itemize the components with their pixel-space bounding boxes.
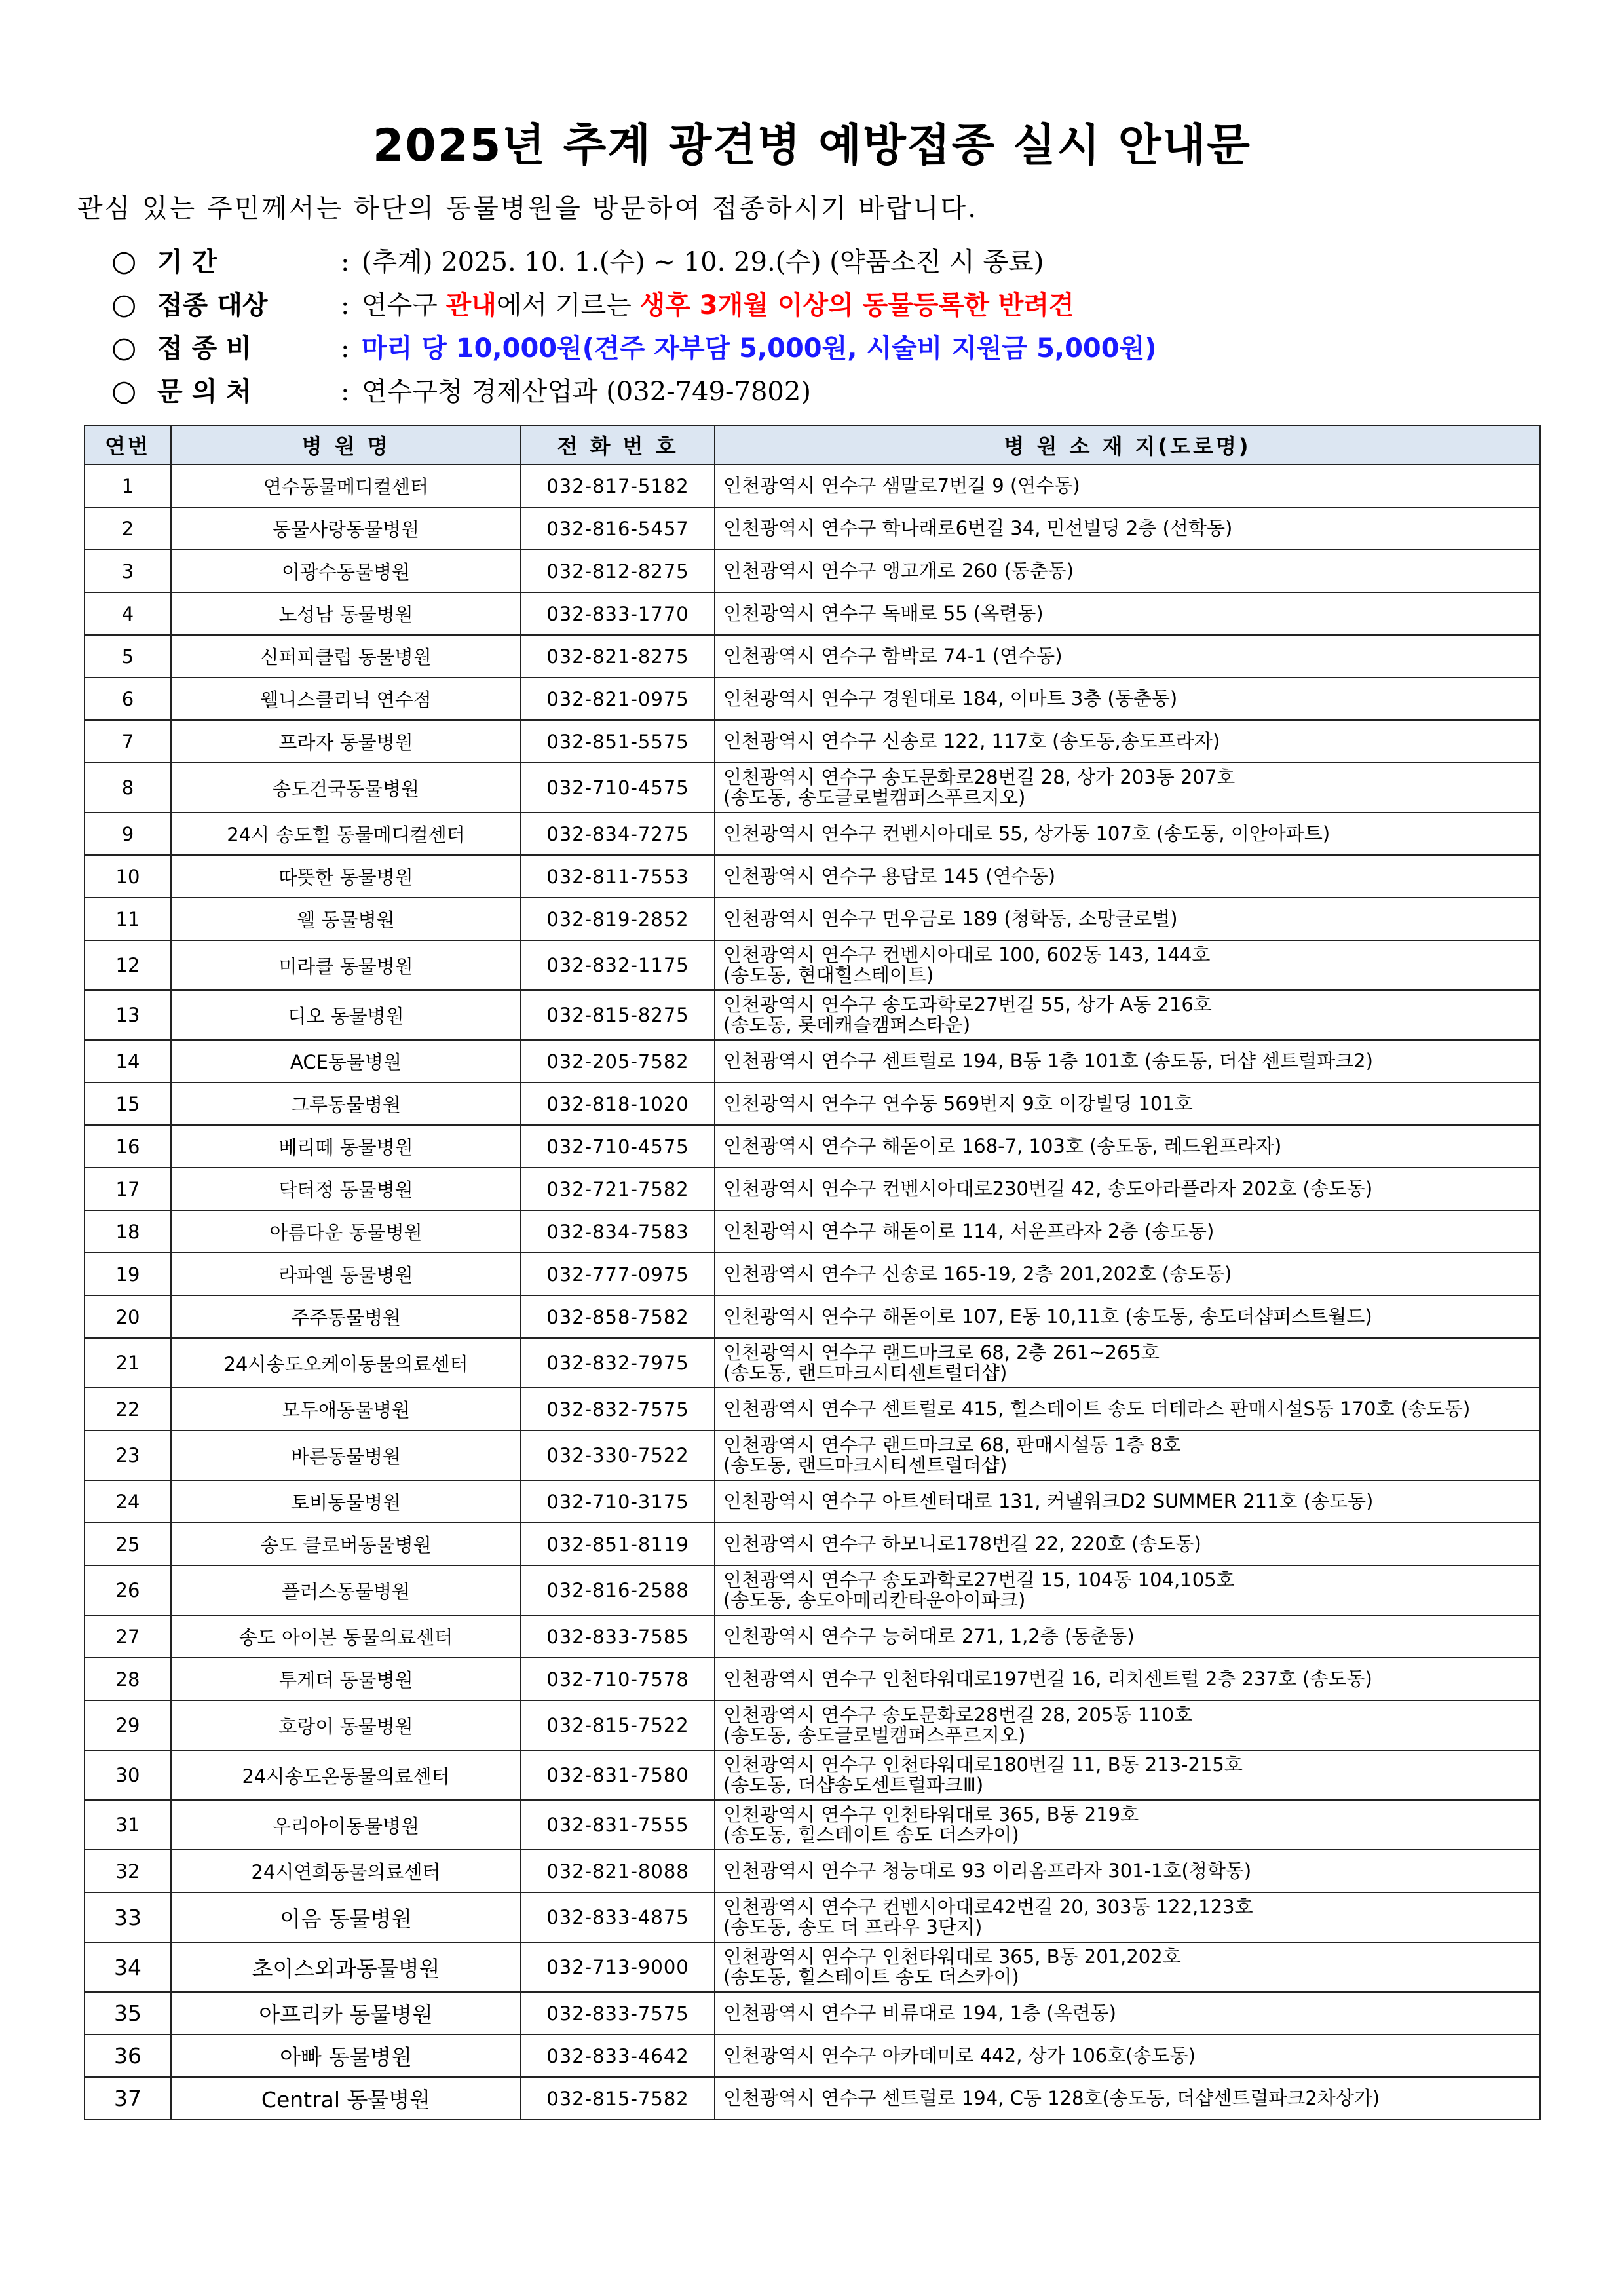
info-value: 연수구청 경제산업과 (032-749-7802) xyxy=(362,377,811,407)
cell-clinic-name: 모두애동물병원 xyxy=(171,1388,521,1430)
cell-phone: 032-812-8275 xyxy=(521,550,715,592)
table-row xyxy=(85,1892,1540,1942)
table-row xyxy=(85,1750,1540,1800)
cell-clinic-name: 아름다운 동물병원 xyxy=(171,1210,521,1253)
cell-no: 7 xyxy=(85,720,171,763)
address-line: 인천광역시 연수구 비류대로 194, 1층 (옥련동) xyxy=(723,2002,1116,2024)
address-line: 인천광역시 연수구 먼우금로 189 (청학동, 소망글로벌) xyxy=(723,908,1178,930)
cell-no: 27 xyxy=(85,1615,171,1658)
table-row xyxy=(85,1942,1540,1992)
cell-no: 21 xyxy=(85,1338,171,1388)
bullet-circle-icon: ○ xyxy=(111,331,137,364)
cell-address xyxy=(715,550,1540,592)
cell-address xyxy=(715,940,1540,990)
cell-clinic-name: 그루동물병원 xyxy=(171,1082,521,1125)
address-line: 인천광역시 연수구 연수동 569번지 9호 이강빌딩 101호 xyxy=(723,1092,1193,1115)
cell-clinic-name: 송도 아이본 동물의료센터 xyxy=(171,1615,521,1658)
cell-address xyxy=(715,855,1540,898)
cell-phone: 032-818-1020 xyxy=(521,1082,715,1125)
cell-address xyxy=(715,1210,1540,1253)
cell-no: 26 xyxy=(85,1565,171,1615)
cell-clinic-name: 노성남 동물병원 xyxy=(171,592,521,635)
info-value: 마리 당 10,000원(견주 자부담 5,000원, 시술비 지원금 5,000원) xyxy=(362,334,1157,364)
document-title: 2025년 추계 광견병 예방접종 실시 안내문 xyxy=(373,120,1251,172)
cell-no: 22 xyxy=(85,1388,171,1430)
cell-no: 19 xyxy=(85,1253,171,1295)
address-line: 인천광역시 연수구 능허대로 271, 1,2층 (동춘동) xyxy=(723,1625,1135,1647)
cell-phone: 032-816-5457 xyxy=(521,507,715,550)
cell-no: 12 xyxy=(85,940,171,990)
cell-address xyxy=(715,1168,1540,1210)
table-row xyxy=(85,1040,1540,1082)
cell-no: 3 xyxy=(85,550,171,592)
cell-no: 37 xyxy=(85,2077,171,2120)
address-line: 인천광역시 연수구 인천타워대로197번길 16, 리치센트럴 2층 237호 (송도동) xyxy=(723,1668,1372,1690)
address-line: 인천광역시 연수구 아트센터대로 131, 커낼워크D2 SUMMER 211호 (송도동) xyxy=(723,1490,1374,1512)
table-row xyxy=(85,1338,1540,1388)
table-row xyxy=(85,1168,1540,1210)
info-label: 기 간 xyxy=(157,247,217,277)
cell-phone: 032-815-7522 xyxy=(521,1700,715,1750)
cell-address xyxy=(715,1523,1540,1565)
address-line: 인천광역시 연수구 컨벤시아대로 55, 상가동 107호 (송도동, 이안아파트) xyxy=(723,822,1331,845)
table-row xyxy=(85,813,1540,855)
cell-address xyxy=(715,813,1540,855)
cell-phone: 032-815-8275 xyxy=(521,990,715,1040)
address-line: 인천광역시 연수구 해돋이로 168-7, 103호 (송도동, 레드윈프라자) xyxy=(723,1135,1282,1157)
cell-clinic-name: 주주동물병원 xyxy=(171,1295,521,1338)
table-row xyxy=(85,1800,1540,1850)
table-row xyxy=(85,550,1540,592)
info-label: 접 종 비 xyxy=(157,334,252,364)
cell-clinic-name: 웰니스클리닉 연수점 xyxy=(171,678,521,720)
address-line: 인천광역시 연수구 아카데미로 442, 상가 106호(송도동) xyxy=(723,2044,1196,2067)
cell-clinic-name: 따뜻한 동물병원 xyxy=(171,855,521,898)
address-line: 인천광역시 연수구 학나래로6번길 34, 민선빌딩 2층 (선학동) xyxy=(723,517,1233,539)
address-line: 인천광역시 연수구 샘말로7번길 9 (연수동) xyxy=(723,474,1080,497)
table-row xyxy=(85,1615,1540,1658)
address-line: 인천광역시 연수구 송도과학로27번길 15, 104동 104,105호 xyxy=(723,1569,1235,1591)
table-row xyxy=(85,855,1540,898)
bullet-circle-icon: ○ xyxy=(111,374,137,408)
cell-phone: 032-713-9000 xyxy=(521,1942,715,1992)
address-line: 인천광역시 연수구 앵고개로 260 (동춘동) xyxy=(723,560,1074,582)
address-line: (송도동, 현대힐스테이트) xyxy=(723,964,934,986)
table-row xyxy=(85,898,1540,940)
cell-address xyxy=(715,592,1540,635)
cell-address xyxy=(715,1658,1540,1700)
cell-no: 33 xyxy=(85,1892,171,1942)
table-row xyxy=(85,678,1540,720)
cell-clinic-name: 24시송도오케이동물의료센터 xyxy=(171,1338,521,1388)
cell-no: 34 xyxy=(85,1942,171,1992)
cell-clinic-name: 송도 클로버동물병원 xyxy=(171,1523,521,1565)
cell-address xyxy=(715,1253,1540,1295)
table-row xyxy=(85,1565,1540,1615)
table-row xyxy=(85,1523,1540,1565)
address-line: 인천광역시 연수구 센트럴로 415, 힐스테이트 송도 더테라스 판매시설S동 170호 (송도동) xyxy=(723,1398,1471,1420)
bullet-circle-icon: ○ xyxy=(111,288,137,321)
address-line: 인천광역시 연수구 송도과학로27번길 55, 상가 A동 216호 xyxy=(723,993,1212,1016)
cell-no: 31 xyxy=(85,1800,171,1850)
cell-no: 35 xyxy=(85,1992,171,2035)
intro-text: 관심 있는 주민께서는 하단의 동물병원을 방문하여 접종하시기 바랍니다. xyxy=(77,193,978,223)
cell-address xyxy=(715,720,1540,763)
cell-phone: 032-330-7522 xyxy=(521,1430,715,1480)
cell-phone: 032-832-1175 xyxy=(521,940,715,990)
cell-address xyxy=(715,1480,1540,1523)
table-row xyxy=(85,592,1540,635)
cell-clinic-name: 신퍼피클럽 동물병원 xyxy=(171,635,521,678)
cell-phone: 032-833-4875 xyxy=(521,1892,715,1942)
address-line: (송도동, 롯데캐슬캠퍼스타운) xyxy=(723,1014,971,1036)
cell-phone: 032-858-7582 xyxy=(521,1295,715,1338)
cell-no: 32 xyxy=(85,1850,171,1892)
cell-phone: 032-821-0975 xyxy=(521,678,715,720)
cell-address xyxy=(715,1850,1540,1892)
cell-address xyxy=(715,1295,1540,1338)
cell-no: 18 xyxy=(85,1210,171,1253)
cell-address xyxy=(715,1338,1540,1388)
header-tel: 전 화 번 호 xyxy=(521,425,715,465)
cell-phone: 032-819-2852 xyxy=(521,898,715,940)
address-line: 인천광역시 연수구 신송로 122, 117호 (송도동,송도프라자) xyxy=(723,730,1220,752)
cell-address xyxy=(715,1800,1540,1850)
cell-no: 4 xyxy=(85,592,171,635)
cell-address xyxy=(715,2035,1540,2077)
address-line: 인천광역시 연수구 센트럴로 194, C동 128호(송도동, 더샵센트럴파크2차상가) xyxy=(723,2087,1380,2109)
cell-clinic-name: 아프리카 동물병원 xyxy=(171,1992,521,2035)
cell-phone: 032-834-7583 xyxy=(521,1210,715,1253)
address-line: 인천광역시 연수구 센트럴로 194, B동 1층 101호 (송도동, 더샵 센트럴파크2) xyxy=(723,1050,1373,1072)
clinic-table xyxy=(84,425,1541,2120)
address-line: 인천광역시 연수구 해돋이로 114, 서운프라자 2층 (송도동) xyxy=(723,1220,1215,1242)
cell-clinic-name: 24시 송도힐 동물메디컬센터 xyxy=(171,813,521,855)
cell-no: 11 xyxy=(85,898,171,940)
cell-clinic-name: 동물사랑동물병원 xyxy=(171,507,521,550)
table-row xyxy=(85,1480,1540,1523)
address-line: (송도동, 송도글로벌캠퍼스푸르지오) xyxy=(723,1724,1026,1746)
table-row xyxy=(85,1082,1540,1125)
cell-address xyxy=(715,1565,1540,1615)
cell-clinic-name: 토비동물병원 xyxy=(171,1480,521,1523)
cell-clinic-name: 우리아이동물병원 xyxy=(171,1800,521,1850)
address-line: 인천광역시 연수구 하모니로178번길 22, 220호 (송도동) xyxy=(723,1533,1201,1555)
address-line: 인천광역시 연수구 송도문화로28번길 28, 205동 110호 xyxy=(723,1704,1193,1726)
table-row xyxy=(85,1253,1540,1295)
cell-no: 13 xyxy=(85,990,171,1040)
cell-phone: 032-817-5182 xyxy=(521,465,715,507)
address-line: 인천광역시 연수구 청능대로 93 이리옴프라자 301-1호(청학동) xyxy=(723,1860,1252,1882)
cell-address xyxy=(715,990,1540,1040)
cell-clinic-name: 24시연희동물의료센터 xyxy=(171,1850,521,1892)
address-line: 인천광역시 연수구 신송로 165-19, 2층 201,202호 (송도동) xyxy=(723,1263,1232,1285)
cell-phone: 032-832-7975 xyxy=(521,1338,715,1388)
address-line: (송도동, 더샵송도센트럴파크Ⅲ) xyxy=(723,1774,984,1796)
cell-address xyxy=(715,1430,1540,1480)
cell-address xyxy=(715,678,1540,720)
cell-phone: 032-777-0975 xyxy=(521,1253,715,1295)
cell-address xyxy=(715,1700,1540,1750)
cell-phone: 032-821-8088 xyxy=(521,1850,715,1892)
table-row xyxy=(85,1430,1540,1480)
info-value: (추계) 2025. 10. 1.(수) ~ 10. 29.(수) (약품소진 시 종료) xyxy=(362,247,1044,277)
table-row xyxy=(85,2035,1540,2077)
cell-address xyxy=(715,898,1540,940)
info-period: ○ 기 간 : (추계) 2025. 10. 1.(수) ~ 10. 29.(수) (약품소진 시 종료) xyxy=(111,241,1585,278)
table-row xyxy=(85,1210,1540,1253)
address-line: 인천광역시 연수구 함박로 74-1 (연수동) xyxy=(723,645,1063,667)
table-row xyxy=(85,940,1540,990)
cell-phone: 032-833-4642 xyxy=(521,2035,715,2077)
cell-address xyxy=(715,763,1540,813)
cell-phone: 032-831-7555 xyxy=(521,1800,715,1850)
cell-phone: 032-833-7575 xyxy=(521,1992,715,2035)
table-row xyxy=(85,1388,1540,1430)
table-row xyxy=(85,1992,1540,2035)
cell-phone: 032-833-7585 xyxy=(521,1615,715,1658)
cell-clinic-name: 투게더 동물병원 xyxy=(171,1658,521,1700)
cell-no: 28 xyxy=(85,1658,171,1700)
address-line: (송도동, 힐스테이트 송도 더스카이) xyxy=(723,1824,1019,1846)
address-line: 인천광역시 연수구 해돋이로 107, E동 10,11호 (송도동, 송도더샵퍼스트월드) xyxy=(723,1305,1372,1328)
cell-address xyxy=(715,1040,1540,1082)
cell-address xyxy=(715,1388,1540,1430)
table-row xyxy=(85,465,1540,507)
address-line: 인천광역시 연수구 랜드마크로 68, 2층 261~265호 xyxy=(723,1341,1160,1364)
cell-phone: 032-811-7553 xyxy=(521,855,715,898)
info-fee: ○ 접 종 비 : 마리 당 10,000원(견주 자부담 5,000원, 시술비 지원금 5,000원) xyxy=(111,328,1585,365)
table-row xyxy=(85,507,1540,550)
cell-clinic-name: 24시송도온동물의료센터 xyxy=(171,1750,521,1800)
cell-phone: 032-710-3175 xyxy=(521,1480,715,1523)
cell-address xyxy=(715,1125,1540,1168)
table-row xyxy=(85,1850,1540,1892)
cell-clinic-name: Central 동물병원 xyxy=(171,2077,521,2120)
cell-clinic-name: 연수동물메디컬센터 xyxy=(171,465,521,507)
cell-address xyxy=(715,2077,1540,2120)
cell-address xyxy=(715,1992,1540,2035)
address-line: 인천광역시 연수구 용담로 145 (연수동) xyxy=(723,865,1056,887)
cell-phone: 032-831-7580 xyxy=(521,1750,715,1800)
cell-no: 24 xyxy=(85,1480,171,1523)
cell-clinic-name: 웰 동물병원 xyxy=(171,898,521,940)
cell-phone: 032-821-8275 xyxy=(521,635,715,678)
cell-address xyxy=(715,1750,1540,1800)
address-line: 인천광역시 연수구 경원대로 184, 이마트 3층 (동춘동) xyxy=(723,687,1178,710)
table-row xyxy=(85,1125,1540,1168)
cell-clinic-name: 초이스외과동물병원 xyxy=(171,1942,521,1992)
header-name: 병 원 명 xyxy=(171,425,521,465)
cell-clinic-name: 바른동물병원 xyxy=(171,1430,521,1480)
info-target: ○ 접종 대상 : 연수구 관내에서 기르는 생후 3개월 이상의 동물등록한 반려견 xyxy=(111,284,1585,322)
address-line: (송도동, 랜드마크시티센트럴더샵) xyxy=(723,1362,1008,1384)
cell-phone: 032-721-7582 xyxy=(521,1168,715,1210)
cell-address xyxy=(715,465,1540,507)
cell-clinic-name: 이음 동물병원 xyxy=(171,1892,521,1942)
cell-no: 17 xyxy=(85,1168,171,1210)
address-line: (송도동, 랜드마크시티센트럴더샵) xyxy=(723,1454,1008,1476)
header-no: 연번 xyxy=(85,425,171,465)
cell-clinic-name: 이광수동물병원 xyxy=(171,550,521,592)
cell-no: 16 xyxy=(85,1125,171,1168)
cell-no: 8 xyxy=(85,763,171,813)
cell-clinic-name: ACE동물병원 xyxy=(171,1040,521,1082)
table-row xyxy=(85,1700,1540,1750)
address-line: (송도동, 송도아메리칸타운아이파크) xyxy=(723,1589,1026,1611)
cell-clinic-name: 플러스동물병원 xyxy=(171,1565,521,1615)
cell-no: 15 xyxy=(85,1082,171,1125)
cell-no: 25 xyxy=(85,1523,171,1565)
cell-phone: 032-710-4575 xyxy=(521,763,715,813)
table-row xyxy=(85,763,1540,813)
cell-phone: 032-834-7275 xyxy=(521,813,715,855)
table-row xyxy=(85,2077,1540,2120)
cell-phone: 032-851-5575 xyxy=(521,720,715,763)
cell-phone: 032-205-7582 xyxy=(521,1040,715,1082)
cell-phone: 032-710-7578 xyxy=(521,1658,715,1700)
info-label: 접종 대상 xyxy=(157,290,268,320)
table-row xyxy=(85,635,1540,678)
table-row xyxy=(85,720,1540,763)
address-line: 인천광역시 연수구 컨벤시아대로 100, 602동 143, 144호 xyxy=(723,944,1211,966)
address-line: 인천광역시 연수구 랜드마크로 68, 판매시설동 1층 8호 xyxy=(723,1434,1181,1456)
cell-no: 20 xyxy=(85,1295,171,1338)
cell-clinic-name: 미라클 동물병원 xyxy=(171,940,521,990)
cell-no: 36 xyxy=(85,2035,171,2077)
table-row xyxy=(85,1658,1540,1700)
address-line: 인천광역시 연수구 컨벤시아대로42번길 20, 303동 122,123호 xyxy=(723,1896,1253,1918)
cell-no: 30 xyxy=(85,1750,171,1800)
info-contact: ○ 문 의 처 : 연수구청 경제산업과 (032-749-7802) xyxy=(111,371,1585,408)
bullet-circle-icon: ○ xyxy=(111,244,137,278)
cell-clinic-name: 송도건국동물병원 xyxy=(171,763,521,813)
cell-clinic-name: 라파엘 동물병원 xyxy=(171,1253,521,1295)
cell-no: 23 xyxy=(85,1430,171,1480)
cell-no: 2 xyxy=(85,507,171,550)
address-line: 인천광역시 연수구 인천타워대로 365, B동 219호 xyxy=(723,1803,1139,1826)
cell-address xyxy=(715,1082,1540,1125)
cell-clinic-name: 닥터정 동물병원 xyxy=(171,1168,521,1210)
cell-clinic-name: 호랑이 동물병원 xyxy=(171,1700,521,1750)
cell-no: 14 xyxy=(85,1040,171,1082)
table-header-row xyxy=(85,425,1540,465)
address-line: (송도동, 힐스테이트 송도 더스카이) xyxy=(723,1966,1019,1988)
cell-no: 29 xyxy=(85,1700,171,1750)
address-line: 인천광역시 연수구 송도문화로28번길 28, 상가 203동 207호 xyxy=(723,766,1236,788)
cell-address xyxy=(715,1942,1540,1992)
cell-phone: 032-833-1770 xyxy=(521,592,715,635)
address-line: (송도동, 송도글로벌캠퍼스푸르지오) xyxy=(723,786,1026,809)
cell-phone: 032-815-7582 xyxy=(521,2077,715,2120)
cell-clinic-name: 아빠 동물병원 xyxy=(171,2035,521,2077)
info-label: 문 의 처 xyxy=(157,377,252,407)
header-address: 병 원 소 재 지(도로명) xyxy=(715,425,1540,465)
cell-phone: 032-816-2588 xyxy=(521,1565,715,1615)
cell-clinic-name: 프라자 동물병원 xyxy=(171,720,521,763)
cell-address xyxy=(715,1892,1540,1942)
cell-phone: 032-851-8119 xyxy=(521,1523,715,1565)
cell-clinic-name: 베리떼 동물병원 xyxy=(171,1125,521,1168)
cell-address xyxy=(715,507,1540,550)
address-line: 인천광역시 연수구 컨벤시아대로230번길 42, 송도아라플라자 202호 (송도동) xyxy=(723,1177,1373,1200)
cell-clinic-name: 디오 동물병원 xyxy=(171,990,521,1040)
cell-no: 1 xyxy=(85,465,171,507)
address-line: 인천광역시 연수구 인천타워대로180번길 11, B동 213-215호 xyxy=(723,1753,1243,1776)
table-row xyxy=(85,990,1540,1040)
address-line: (송도동, 송도 더 프라우 3단지) xyxy=(723,1916,983,1938)
clinic-table-body xyxy=(85,465,1540,2120)
table-row xyxy=(85,1295,1540,1338)
cell-no: 6 xyxy=(85,678,171,720)
cell-phone: 032-710-4575 xyxy=(521,1125,715,1168)
cell-address xyxy=(715,635,1540,678)
cell-phone: 032-832-7575 xyxy=(521,1388,715,1430)
cell-no: 10 xyxy=(85,855,171,898)
address-line: 인천광역시 연수구 인천타워대로 365, B동 201,202호 xyxy=(723,1945,1181,1968)
cell-no: 9 xyxy=(85,813,171,855)
cell-address xyxy=(715,1615,1540,1658)
cell-no: 5 xyxy=(85,635,171,678)
address-line: 인천광역시 연수구 독배로 55 (옥련동) xyxy=(723,602,1044,624)
